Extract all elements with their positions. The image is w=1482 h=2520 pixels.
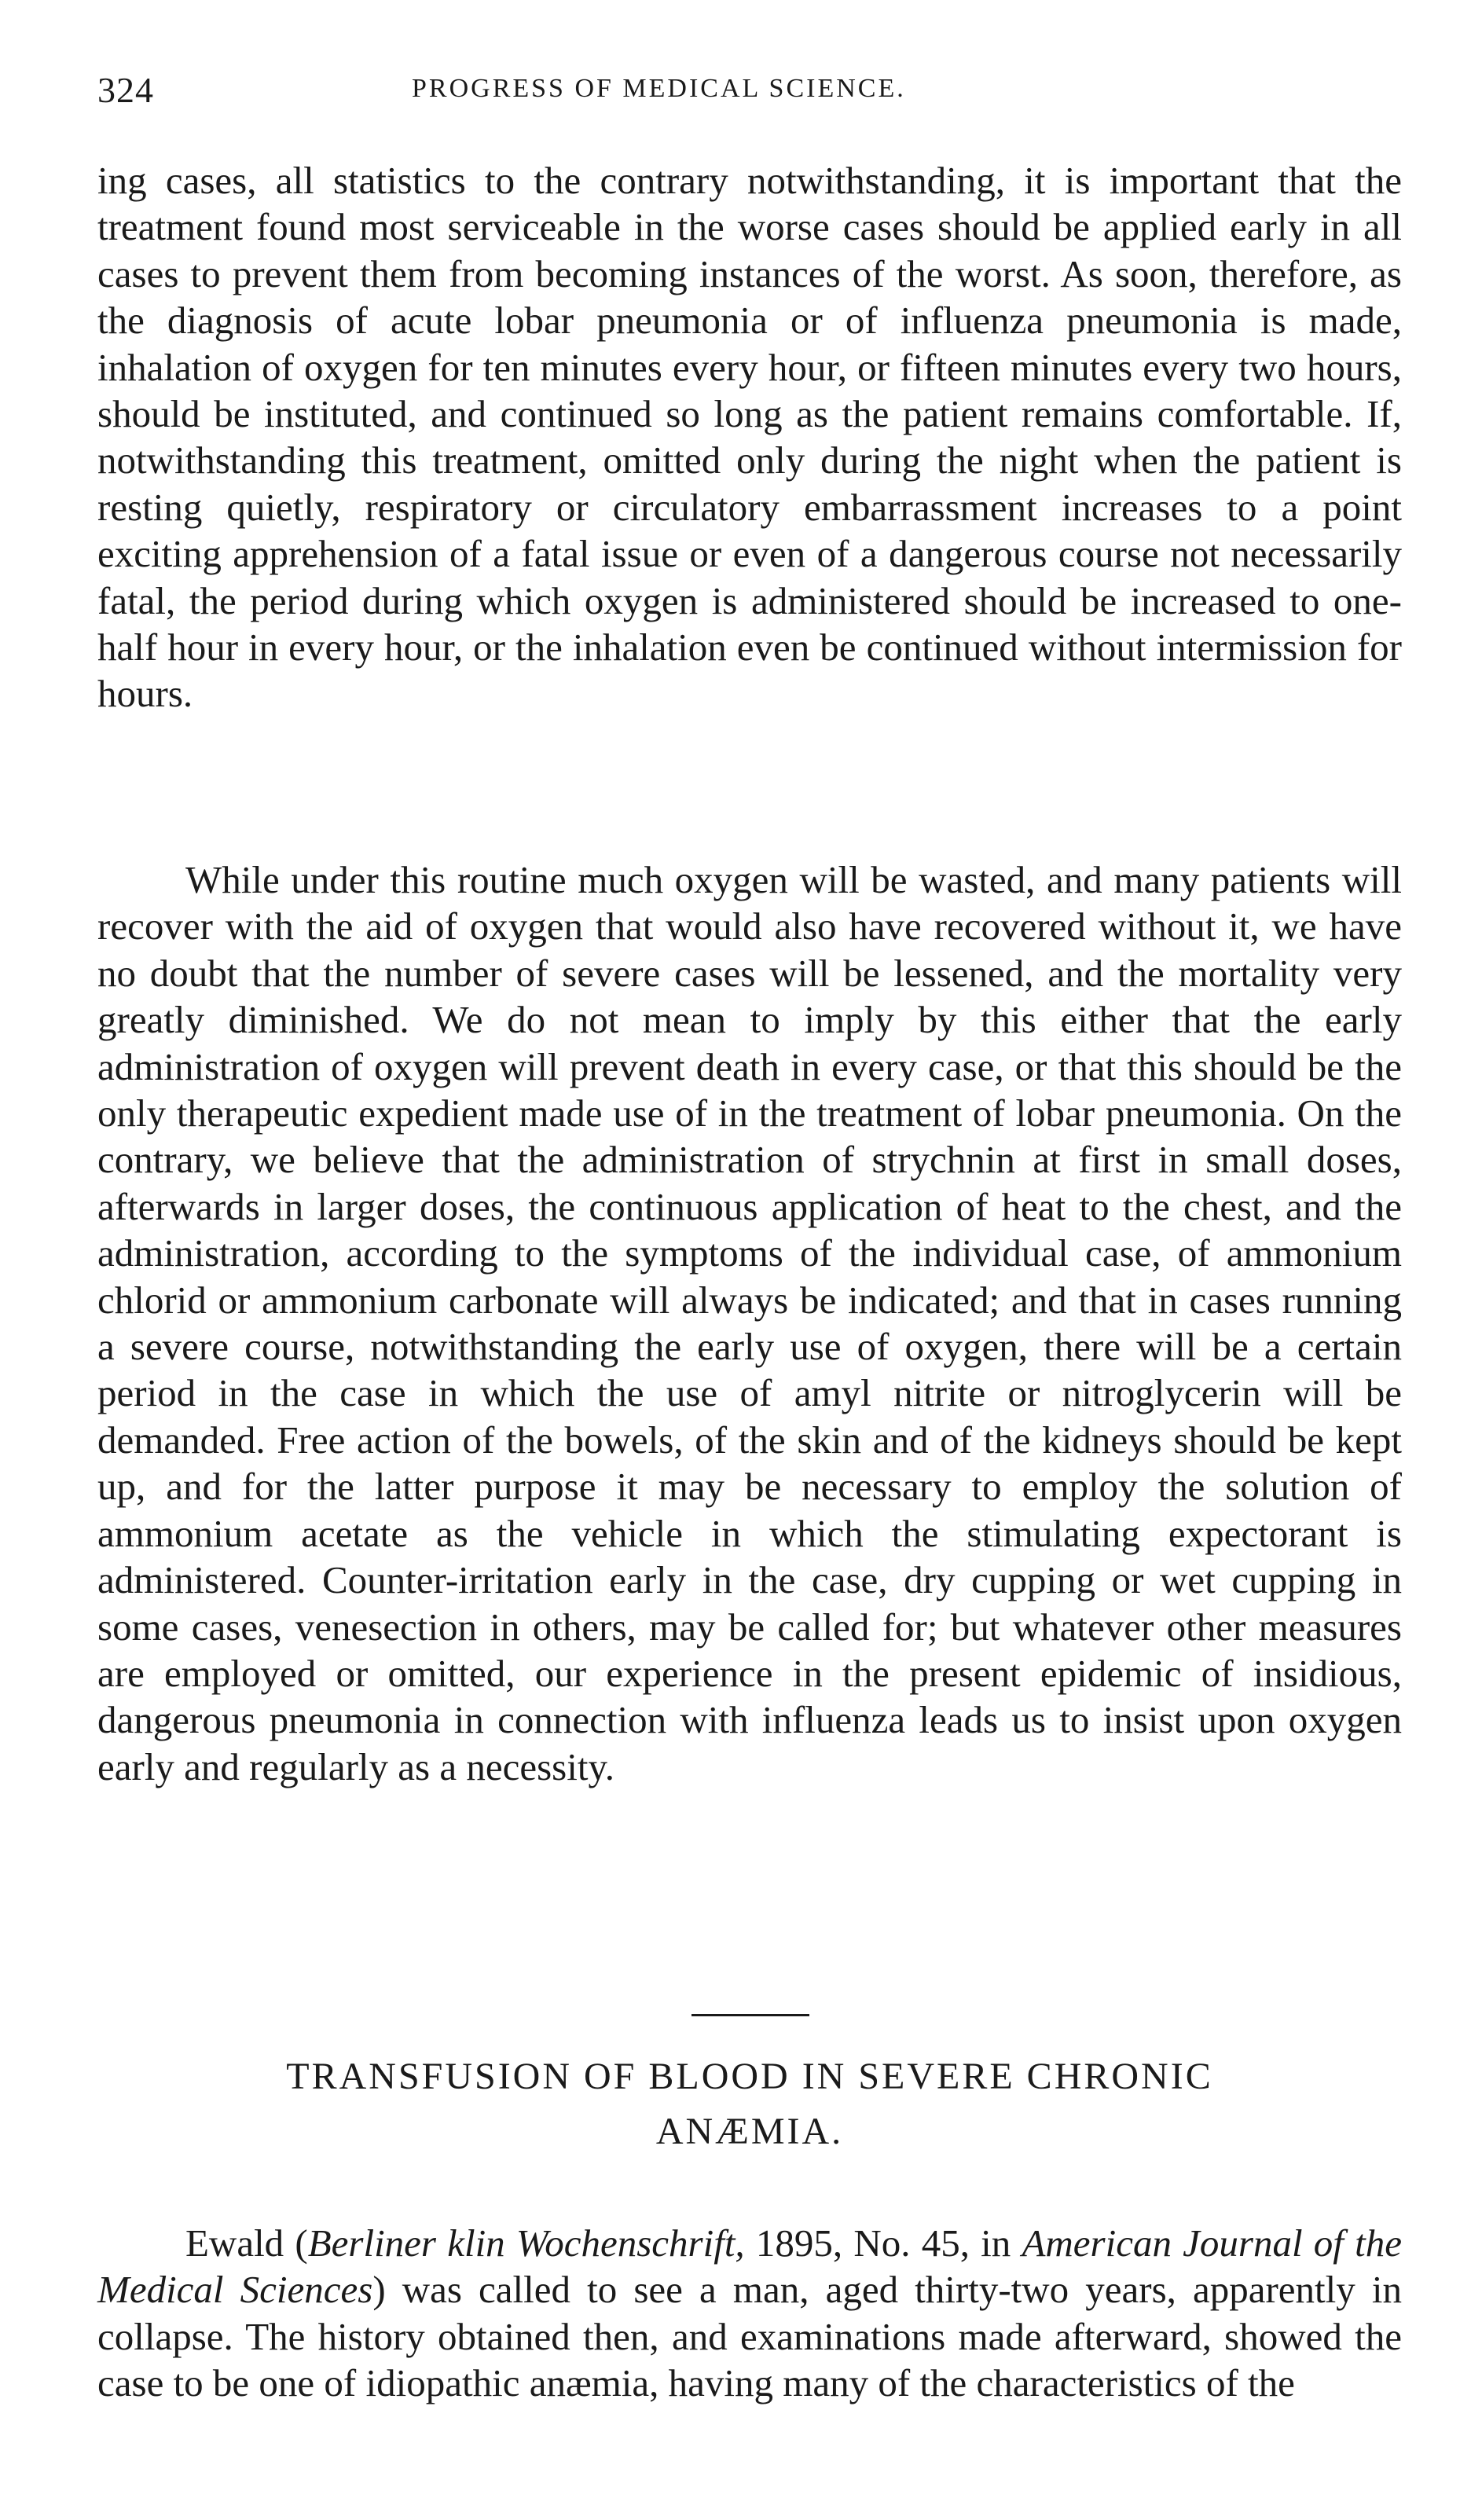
- p3-rest: ) was called to see a man, aged thirty-two years, apparently in collapse. The history obtained then, and examinations made afterward, showed the case to be one of idiopathic anæmia, having many of the characteristics of the: [97, 2268, 1403, 2405]
- section-heading-line-1: TRANSFUSION OF BLOOD IN SEVERE CHRONIC: [286, 2056, 1213, 2097]
- journal-citation-berliner: Berliner klin Wochenschrift,: [307, 2221, 745, 2265]
- p3-mid: 1895, No. 45, in: [744, 2221, 1022, 2265]
- section-heading: [97, 2049, 1402, 2159]
- section-heading-line-2: ANÆMIA.: [655, 2111, 844, 2152]
- running-title: PROGRESS OF MEDICAL SCIENCE.: [412, 74, 906, 103]
- p3-start: Ewald (: [185, 2221, 308, 2265]
- paragraph-continued: ing cases, all statistics to the contrary notwithstanding, it is important that the treatment found most serviceable in the worse cases should be applied early in all cases to prevent them from becoming instances of the worst. As soon, therefore, as the diagnosis of acute lobar pneumonia or of influenza pneumonia is made, inhalation of oxygen for ten minutes every hour, or fifteen minutes every two hours, should be instituted, and continued so long as the patient remains comfortable. If, notwithstanding this treatment, omitted only during the night when the patient is resting quietly, respiratory or circulatory embarrassment increases to a point exciting apprehension of a fatal issue or even of a dangerous course not necessarily fatal, the period during which oxygen is administered should be increased to one-half hour in every hour, or the inhalation even be continued without intermission for hours.: [97, 159, 1402, 716]
- paragraph-oxygen-routine: While under this routine much oxygen will be wasted, and many patients will recover with the aid of oxygen that would also have recovered without it, we have no doubt that the number of severe cases will be lessened, and the mortality very greatly diminished. We do not mean to imply by this either that the early administration of oxygen will prevent death in every case, or that this should be the only therapeutic expedient made use of in the treatment of lobar pneumonia. On the contrary, we believe that the administration of strychnin at first in small doses, afterwards in larger doses, the continuous application of heat to the chest, and the administration, according to the symptoms of the individual case, of ammonium chlorid or ammonium carbonate will always be indicated; and that in cases running a severe course, notwithstanding the early use of oxygen, there will be a certain period in the case in which the use of amyl nitrite or nitroglycerin will be demanded. Free action of the bowels, of the skin and of the kidneys should be kept up, and for the latter purpose it may be necessary to employ the solution of ammonium acetate as the vehicle in which the stimulating expectorant is administered. Counter-irritation early in the case, dry cupping or wet cupping in some cases, venesection in others, may be called for; but whatever other measures are employed or omitted, our experience in the present epidemic of insidious, dangerous pneumonia in connection with influenza leads us to insist upon oxygen early and regularly as a necessity.: [97, 858, 1402, 1788]
- running-head: [97, 69, 1402, 116]
- paragraph-ewald-case: [97, 2220, 1402, 2407]
- journal-citation-american: American Journal of the Medical Sciences: [97, 2221, 1402, 2312]
- page-number: 324: [97, 70, 154, 110]
- section-divider: [691, 2014, 809, 2016]
